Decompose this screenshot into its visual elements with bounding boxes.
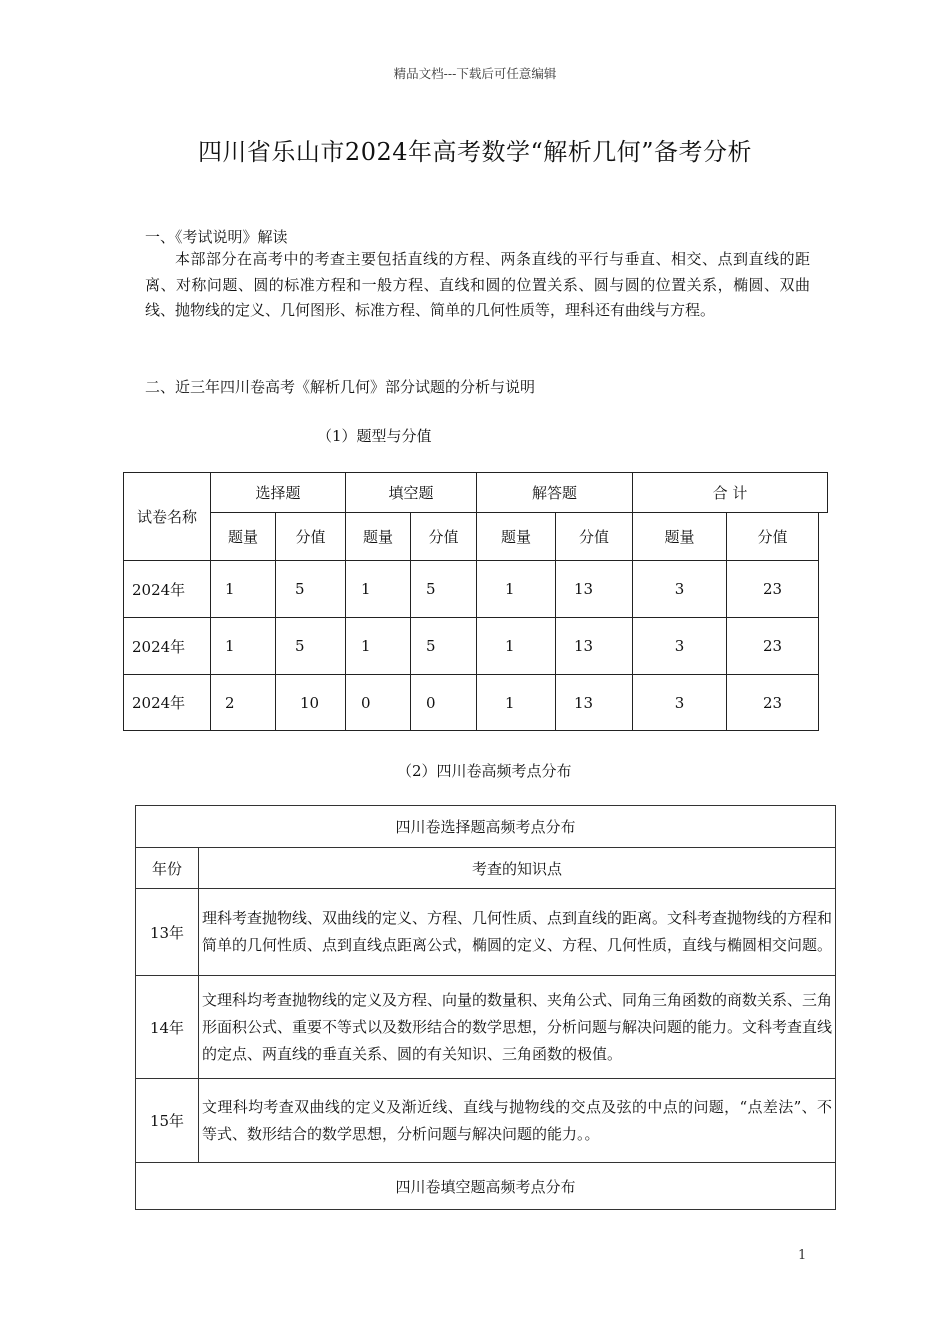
row-text: 文理科均考查双曲线的定义及渐近线、直线与抛物线的交点及弦的中点的问题，“点差法”、不等式、数形结合的数学思想，分析问题与解决问题的能力。。 [199,1079,836,1163]
column-header-year: 年份 [136,848,199,889]
table-cell: 5 [275,617,346,675]
table-1-caption: （1）题型与分值 [317,427,432,445]
row-text: 理科考查抛物线、双曲线的定义、方程、几何性质、点到直线的距离。文科考查抛物线的方程和简单的几何性质、点到直线点距离公式，椭圆的定义、方程、几何性质，直线与椭圆相交问题。 [199,889,836,976]
table-cell: 13 [555,617,633,675]
table-cell: 10 [275,674,346,731]
table-cell: 0 [345,674,411,731]
group-header-fill-blank: 填空题 [345,472,477,513]
table-cell: 23 [726,674,819,731]
group-header-total: 合 计 [632,472,828,513]
sub-header: 分值 [410,512,477,561]
table-cell: 1 [345,560,411,618]
row-year: 15年 [136,1079,199,1163]
table-cell: 1 [210,560,276,618]
knowledge-points-table [135,805,836,1210]
table-2-footer-banner: 四川卷填空题高频考点分布 [136,1163,836,1210]
table-row-name: 2024年 [123,560,211,618]
sub-header: 题量 [210,512,276,561]
table-row-name: 2024年 [123,617,211,675]
table-cell: 13 [555,560,633,618]
table-cell: 23 [726,560,819,618]
table-cell: 1 [476,617,556,675]
table-cell: 5 [275,560,346,618]
sub-header: 分值 [726,512,819,561]
table-cell: 3 [632,560,727,618]
table-cell: 5 [410,560,477,618]
table-cell: 1 [345,617,411,675]
table-cell: 23 [726,617,819,675]
sub-header: 题量 [632,512,727,561]
table-row-name: 2024年 [123,674,211,731]
sub-header: 分值 [555,512,633,561]
row-year: 14年 [136,976,199,1079]
page-header-note: 精品文档---下载后可任意编辑 [393,66,557,81]
table-cell: 2 [210,674,276,731]
table-cell: 0 [410,674,477,731]
group-header-choice: 选择题 [210,472,346,513]
group-header-answer: 解答题 [476,472,633,513]
table-2-banner: 四川卷选择题高频考点分布 [136,806,836,848]
table-cell: 13 [555,674,633,731]
table-cell: 1 [476,560,556,618]
sub-header: 分值 [275,512,346,561]
column-header-points: 考查的知识点 [199,848,836,889]
row-year: 13年 [136,889,199,976]
table-2-caption: （2）四川卷高频考点分布 [397,762,572,780]
sub-header: 题量 [476,512,556,561]
table-cell: 3 [632,674,727,731]
sub-header: 题量 [345,512,411,561]
table-cell: 3 [632,617,727,675]
section-1-paragraph: 本部部分在高考中的考查主要包括直线的方程、两条直线的平行与垂直、相交、点到直线的距离、对称问题、圆的标准方程和一般方程、直线和圆的位置关系、圆与圆的位置关系，椭圆、双曲线、抛物线的定义、几何图形、标准方程、简单的几何性质等，理科还有曲线与方程。 [145,250,810,319]
table-cell: 1 [210,617,276,675]
row-text: 文理科均考查抛物线的定义及方程、向量的数量积、夹角公式、同角三角函数的商数关系、三角形面积公式、重要不等式以及数形结合的数学思想，分析问题与解决问题的能力。文科考查直线的定点、两直线的垂直关系、圆的有关知识、三角函数的极值。 [199,976,836,1079]
section-2-heading: 二、近三年四川卷高考《解析几何》部分试题的分析与说明 [145,378,536,396]
page-number: 1 [798,1248,807,1263]
section-1-heading: 一、《考试说明》解读 [145,228,288,246]
document-title: 四川省乐山市2024年高考数学“解析几何”备考分析 [197,138,753,166]
table-cell: 1 [476,674,556,731]
table-1-row-header: 试卷名称 [123,472,211,561]
table-cell: 5 [410,617,477,675]
